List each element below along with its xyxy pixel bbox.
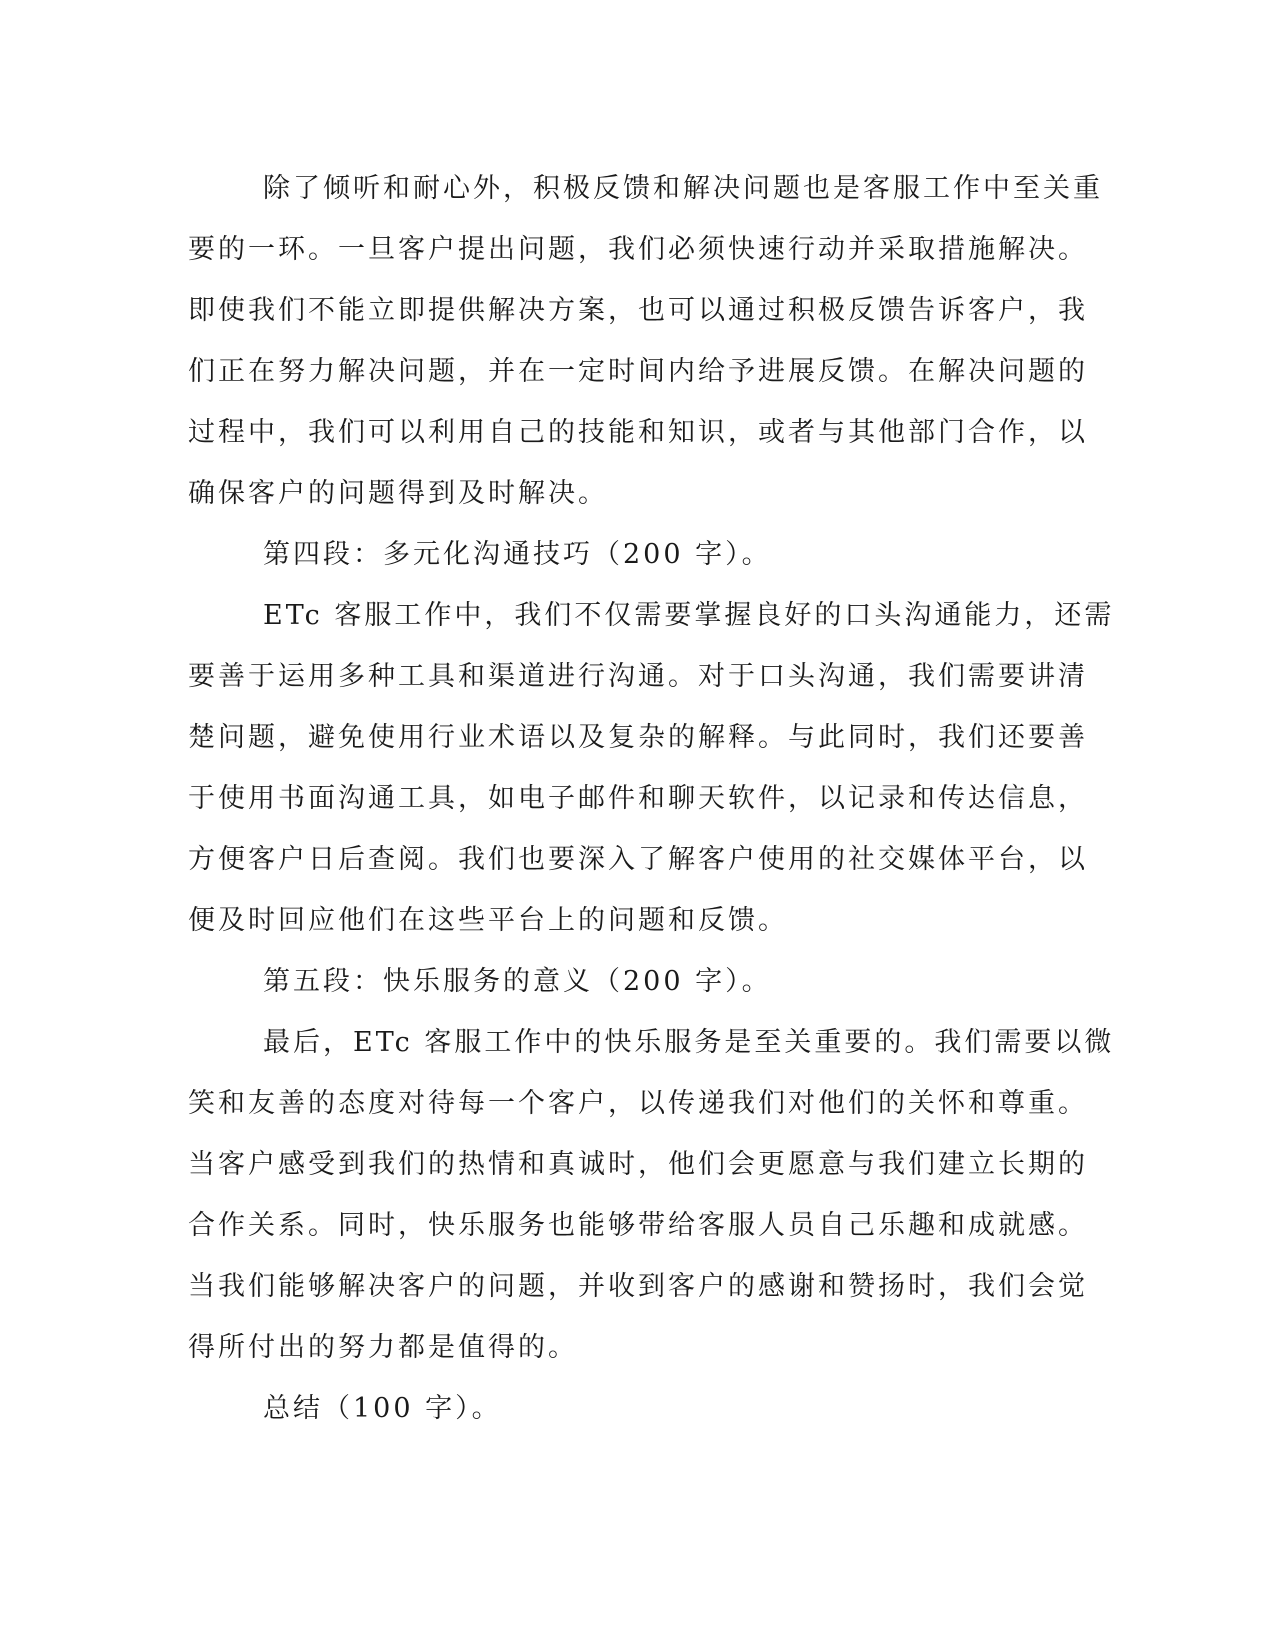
text-line: 当我们能够解决客户的问题，并收到客户的感谢和赞扬时，我们会觉 xyxy=(188,1271,1088,1302)
text-line: 于使用书面沟通工具，如电子邮件和聊天软件，以记录和传达信息， xyxy=(188,783,1088,814)
text-line: 们正在努力解决问题，并在一定时间内给予进展反馈。在解决问题的 xyxy=(188,356,1088,387)
text-line: 即使我们不能立即提供解决方案，也可以通过积极反馈告诉客户，我 xyxy=(188,295,1088,326)
summary-heading: 总结（100 字）。 xyxy=(263,1393,502,1424)
text-line: 最后，ETc 客服工作中的快乐服务是至关重要的。我们需要以微 xyxy=(263,1027,1115,1058)
text-line: 确保客户的问题得到及时解决。 xyxy=(188,478,608,509)
text-line: ETc 客服工作中，我们不仅需要掌握良好的口头沟通能力，还需 xyxy=(263,600,1115,631)
text-line: 要善于运用多种工具和渠道进行沟通。对于口头沟通，我们需要讲清 xyxy=(188,661,1088,692)
text-line: 笑和友善的态度对待每一个客户，以传递我们对他们的关怀和尊重。 xyxy=(188,1088,1088,1119)
section-heading-4: 第四段：多元化沟通技巧（200 字）。 xyxy=(263,539,772,570)
text-line: 过程中，我们可以利用自己的技能和知识，或者与其他部门合作，以 xyxy=(188,417,1088,448)
text-line: 得所付出的努力都是值得的。 xyxy=(188,1332,578,1363)
text-line: 方便客户日后查阅。我们也要深入了解客户使用的社交媒体平台，以 xyxy=(188,844,1088,875)
section-heading-5: 第五段：快乐服务的意义（200 字）。 xyxy=(263,966,772,997)
document-body xyxy=(188,158,1115,1439)
text-line: 楚问题，避免使用行业术语以及复杂的解释。与此同时，我们还要善 xyxy=(188,722,1088,753)
text-line: 除了倾听和耐心外，积极反馈和解决问题也是客服工作中至关重 xyxy=(263,173,1103,204)
text-line: 要的一环。一旦客户提出问题，我们必须快速行动并采取措施解决。 xyxy=(188,234,1088,265)
text-line: 当客户感受到我们的热情和真诚时，他们会更愿意与我们建立长期的 xyxy=(188,1149,1088,1180)
text-line: 便及时回应他们在这些平台上的问题和反馈。 xyxy=(188,905,788,936)
text-line: 合作关系。同时，快乐服务也能够带给客服人员自己乐趣和成就感。 xyxy=(188,1210,1088,1241)
